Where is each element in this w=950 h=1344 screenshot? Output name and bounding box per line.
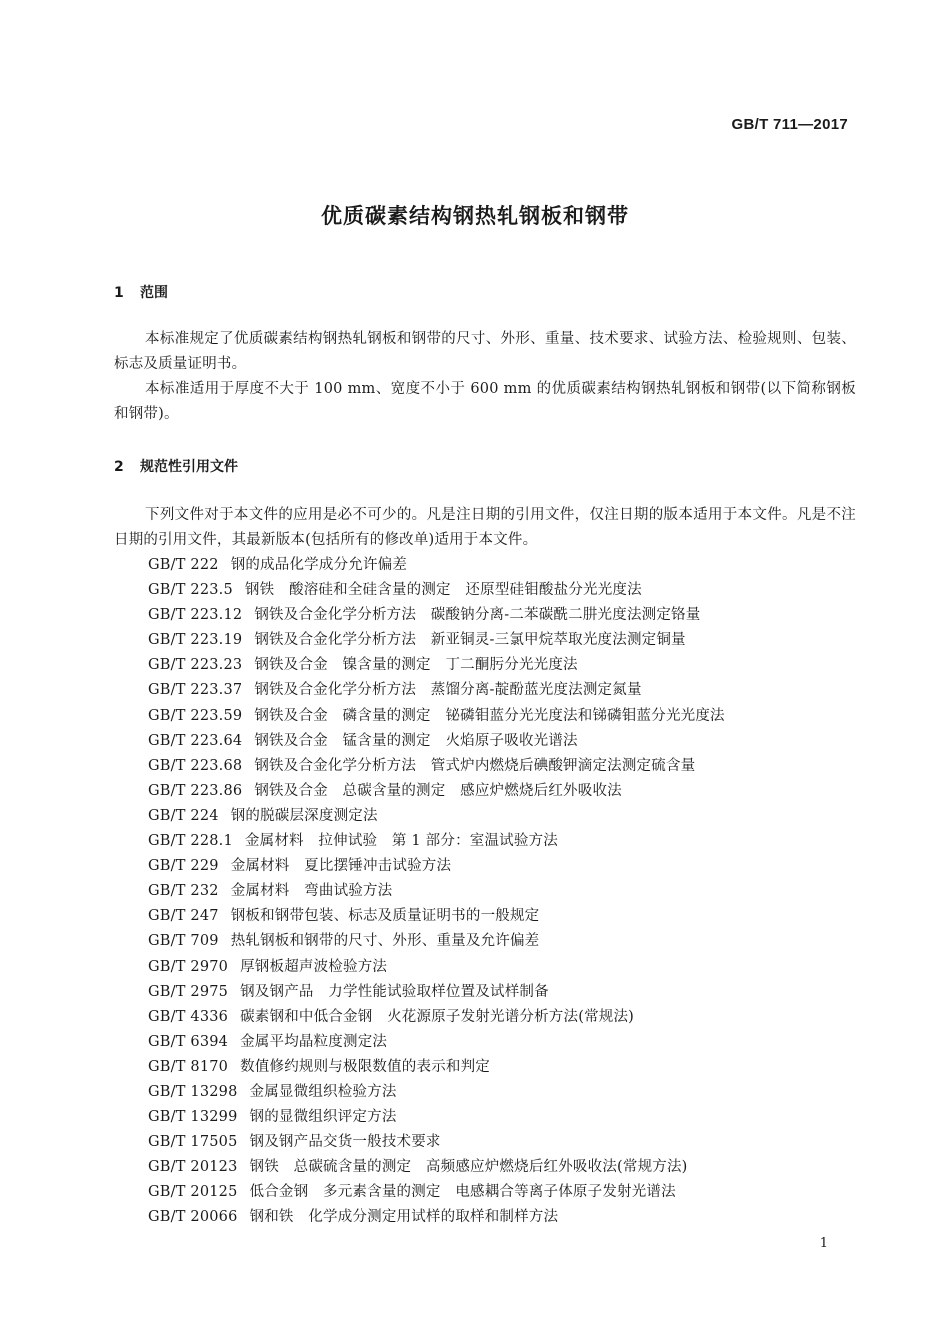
reference-item xyxy=(148,704,725,729)
reference-item xyxy=(148,1030,725,1055)
reference-code: GB/T 223.86 xyxy=(148,782,243,799)
section-number: 2 xyxy=(114,459,124,475)
reference-title: 金属材料 弯曲试验方法 xyxy=(230,883,393,900)
section-title: 范围 xyxy=(140,285,168,301)
reference-code: GB/T 223.23 xyxy=(148,657,243,674)
document-title: 优质碳素结构钢热轧钢板和钢带 xyxy=(321,204,629,228)
reference-code: GB/T 247 xyxy=(148,908,219,925)
reference-title: 金属平均晶粒度测定法 xyxy=(240,1033,388,1050)
reference-item xyxy=(148,779,725,804)
reference-code: GB/T 223.59 xyxy=(148,707,243,724)
reference-code: GB/T 223.37 xyxy=(148,682,243,699)
section-number: 1 xyxy=(114,285,124,301)
reference-title: 钢铁 酸溶硅和全硅含量的测定 还原型硅钼酸盐分光光度法 xyxy=(244,582,642,599)
reference-code: GB/T 17505 xyxy=(148,1134,238,1151)
reference-code: GB/T 13299 xyxy=(148,1109,238,1126)
reference-item xyxy=(148,955,725,980)
reference-code: GB/T 2975 xyxy=(148,983,229,1000)
reference-title: 金属显微组织检验方法 xyxy=(249,1083,397,1100)
reference-item xyxy=(148,754,725,779)
reference-title: 钢的脱碳层深度测定法 xyxy=(230,807,378,824)
reference-item xyxy=(148,1055,725,1080)
reference-title: 低合金钢 多元素含量的测定 电感耦合等离子体原子发射光谱法 xyxy=(249,1184,676,1201)
reference-item xyxy=(148,1155,725,1180)
reference-title: 金属材料 拉伸试验 第 1 部分：室温试验方法 xyxy=(244,833,558,850)
reference-title: 钢及钢产品 力学性能试验取样位置及试样制备 xyxy=(240,983,549,1000)
reference-item xyxy=(148,1205,725,1230)
reference-code: GB/T 8170 xyxy=(148,1058,229,1075)
reference-code: GB/T 224 xyxy=(148,807,219,824)
reference-title: 钢铁及合金 磷含量的测定 铋磷钼蓝分光光度法和锑磷钼蓝分光光度法 xyxy=(254,707,725,724)
reference-code: GB/T 223.12 xyxy=(148,607,243,624)
reference-code: GB/T 20125 xyxy=(148,1184,238,1201)
reference-code: GB/T 6394 xyxy=(148,1033,229,1050)
reference-title: 钢铁及合金 锰含量的测定 火焰原子吸收光谱法 xyxy=(254,732,578,749)
reference-code: GB/T 228.1 xyxy=(148,833,233,850)
standard-code: GB/T 711—2017 xyxy=(731,116,848,133)
reference-item xyxy=(148,628,725,653)
reference-code: GB/T 232 xyxy=(148,883,219,900)
reference-item xyxy=(148,829,725,854)
reference-item xyxy=(148,678,725,703)
reference-item xyxy=(148,1080,725,1105)
reference-title: 热轧钢板和钢带的尺寸、外形、重量及允许偏差 xyxy=(230,933,540,950)
reference-item xyxy=(148,879,725,904)
reference-code: GB/T 223.68 xyxy=(148,757,243,774)
reference-title: 钢和铁 化学成分测定用试样的取样和制样方法 xyxy=(249,1209,559,1226)
reference-code: GB/T 2970 xyxy=(148,958,229,975)
reference-title: 金属材料 夏比摆锤冲击试验方法 xyxy=(230,858,452,875)
reference-title: 数值修约规则与极限数值的表示和判定 xyxy=(240,1058,491,1075)
reference-item xyxy=(148,653,725,678)
reference-title: 钢铁及合金 总碳含量的测定 感应炉燃烧后红外吸收法 xyxy=(254,782,622,799)
reference-title: 钢铁及合金化学分析方法 碳酸钠分离-二苯碳酰二肼光度法测定铬量 xyxy=(254,607,701,624)
reference-title: 钢及钢产品交货一般技术要求 xyxy=(249,1134,441,1151)
reference-code: GB/T 222 xyxy=(148,557,219,573)
section-title: 规范性引用文件 xyxy=(140,459,238,475)
reference-item xyxy=(148,1130,725,1155)
reference-item xyxy=(148,904,725,929)
reference-item xyxy=(148,578,725,603)
reference-code: GB/T 223.64 xyxy=(148,732,243,749)
reference-title: 钢铁及合金化学分析方法 新亚铜灵-三氯甲烷萃取光度法测定铜量 xyxy=(254,632,686,649)
reference-list xyxy=(148,553,725,1231)
reference-code: GB/T 709 xyxy=(148,933,219,950)
section-heading-normative-references xyxy=(114,456,238,476)
reference-code: GB/T 20123 xyxy=(148,1159,238,1176)
reference-code: GB/T 4336 xyxy=(148,1008,229,1025)
reference-title: 钢铁及合金化学分析方法 管式炉内燃烧后碘酸钾滴定法测定硫含量 xyxy=(254,757,696,774)
reference-title: 钢铁 总碳硫含量的测定 高频感应炉燃烧后红外吸收法(常规方法) xyxy=(249,1159,688,1176)
reference-code: GB/T 223.19 xyxy=(148,632,243,649)
reference-item xyxy=(148,729,725,754)
reference-item xyxy=(148,929,725,954)
paragraph: 下列文件对于本文件的应用是必不可少的。凡是注日期的引用文件，仅注日期的版本适用于本文件。凡是不注日期的引用文件，其最新版本(包括所有的修改单)适用于本文件。 xyxy=(114,507,856,548)
reference-title: 钢的显微组织评定方法 xyxy=(249,1109,397,1126)
reference-title: 钢板和钢带包装、标志及质量证明书的一般规定 xyxy=(230,908,540,925)
reference-code: GB/T 229 xyxy=(148,858,219,875)
reference-item xyxy=(148,553,725,578)
reference-item xyxy=(148,854,725,879)
reference-title: 碳素钢和中低合金钢 火花源原子发射光谱分析方法(常规法) xyxy=(240,1008,635,1025)
reference-item xyxy=(148,603,725,628)
reference-item xyxy=(148,1180,725,1205)
reference-item xyxy=(148,1105,725,1130)
reference-title: 钢铁及合金 镍含量的测定 丁二酮肟分光光度法 xyxy=(254,657,578,674)
reference-item xyxy=(148,1005,725,1030)
paragraph: 本标准规定了优质碳素结构钢热轧钢板和钢带的尺寸、外形、重量、技术要求、试验方法、检验规则、包装、标志及质量证明书。 xyxy=(114,331,856,372)
reference-code: GB/T 20066 xyxy=(148,1209,238,1226)
page-number: 1 xyxy=(819,1236,828,1251)
reference-code: GB/T 223.5 xyxy=(148,582,233,599)
reference-title: 钢铁及合金化学分析方法 蒸馏分离-靛酚蓝光度法测定氮量 xyxy=(254,682,642,699)
reference-title: 厚钢板超声波检验方法 xyxy=(240,958,388,975)
paragraph: 本标准适用于厚度不大于 100 mm、宽度不小于 600 mm 的优质碳素结构钢热轧钢板和钢带(以下简称钢板和钢带)。 xyxy=(114,381,856,422)
reference-item xyxy=(148,980,725,1005)
reference-title: 钢的成品化学成分允许偏差 xyxy=(230,557,408,573)
reference-item xyxy=(148,804,725,829)
reference-code: GB/T 13298 xyxy=(148,1083,238,1100)
section-heading-scope xyxy=(114,282,168,302)
